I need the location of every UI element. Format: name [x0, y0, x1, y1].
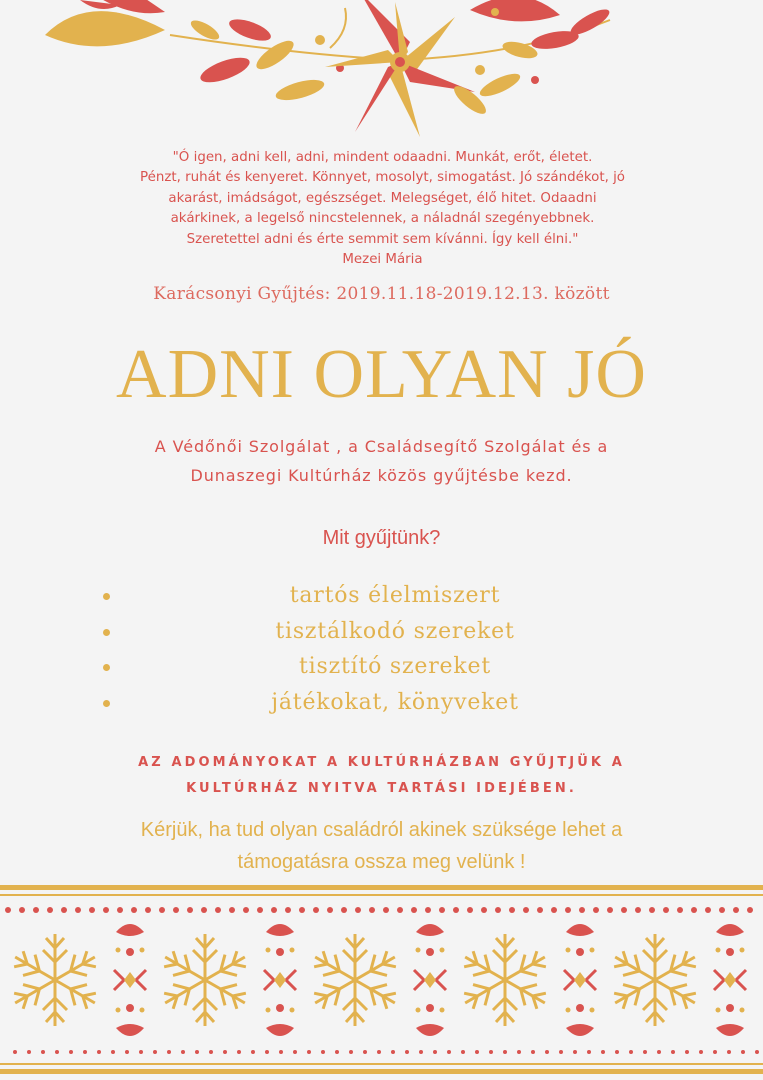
border-dot [607, 907, 613, 913]
border-dot [587, 1050, 591, 1054]
border-dot [111, 1050, 115, 1054]
folk-border-decoration [0, 880, 763, 1080]
border-dot [657, 1050, 661, 1054]
bullet-icon [103, 664, 110, 671]
intro-text [80, 432, 683, 490]
quote-line: akarást, imádságot, egészséget. Melegséget, élő hitet. Odaadni [168, 190, 597, 206]
border-dot [41, 1050, 45, 1054]
border-dot [671, 1050, 675, 1054]
page-title: ADNI OLYAN JÓ [116, 336, 647, 413]
border-dot [663, 907, 669, 913]
border-dot [495, 907, 501, 913]
poinsettia-icon [325, 0, 475, 137]
border-dot [103, 907, 109, 913]
floral-header-decoration [0, 0, 763, 150]
border-dot [55, 1050, 59, 1054]
border-dot [131, 907, 137, 913]
request-text [40, 814, 723, 878]
border-dot [397, 907, 403, 913]
border-dot [257, 907, 263, 913]
notice-line: AZ ADOMÁNYOKAT A KULTÚRHÁZBAN GYŰJTJÜK A [138, 755, 625, 770]
border-dot [313, 907, 319, 913]
border-dot [195, 1050, 199, 1054]
donation-items-list [95, 578, 695, 720]
border-dot [335, 1050, 339, 1054]
list-item-label: tisztálkodó szereket [275, 618, 515, 644]
border-dot [719, 907, 725, 913]
list-item [95, 685, 695, 721]
border-dot [187, 907, 193, 913]
border-dot [307, 1050, 311, 1054]
border-dot [593, 907, 599, 913]
border-dot [237, 1050, 241, 1054]
quote-block [110, 148, 655, 270]
border-dot [285, 907, 291, 913]
bullet-icon [103, 593, 110, 600]
notice-line: KULTÚRHÁZ NYITVA TARTÁSI IDEJÉBEN. [186, 781, 577, 796]
border-dot [677, 907, 683, 913]
border-dot [551, 907, 557, 913]
border-dot [181, 1050, 185, 1054]
border-dot [447, 1050, 451, 1054]
list-item-label: játékokat, könyveket [271, 689, 519, 715]
border-dot [243, 907, 249, 913]
border-dot [61, 907, 67, 913]
border-dot [19, 907, 25, 913]
border-dot [523, 907, 529, 913]
border-dot [545, 1050, 549, 1054]
border-dot [433, 1050, 437, 1054]
border-dot [251, 1050, 255, 1054]
border-dot [405, 1050, 409, 1054]
border-dot [27, 1050, 31, 1054]
collection-dates: Karácsonyi Gyűjtés: 2019.11.18-2019.12.13. között [153, 284, 610, 304]
snowflake-icon [759, 934, 763, 1026]
border-dot [705, 907, 711, 913]
border-dot [229, 907, 235, 913]
border-dot [209, 1050, 213, 1054]
snowflake-icon [159, 934, 251, 1026]
border-dot [467, 907, 473, 913]
border-dot [747, 907, 753, 913]
border-dot [727, 1050, 731, 1054]
border-dot [223, 1050, 227, 1054]
border-dot [509, 907, 515, 913]
border-dot [321, 1050, 325, 1054]
border-dot [5, 907, 11, 913]
border-dot [741, 1050, 745, 1054]
border-dot [419, 1050, 423, 1054]
border-dot [139, 1050, 143, 1054]
border-dot [629, 1050, 633, 1054]
border-dot [537, 907, 543, 913]
bullet-icon [103, 629, 110, 636]
border-dot [13, 1050, 17, 1054]
border-dot [69, 1050, 73, 1054]
border-dot [439, 907, 445, 913]
request-line: Kérjük, ha tud olyan családról akinek szüksége lehet a [140, 819, 623, 841]
border-dot [531, 1050, 535, 1054]
folk-ornament-icon [564, 924, 596, 1036]
border-dot [153, 1050, 157, 1054]
border-dot [341, 907, 347, 913]
border-dot [685, 1050, 689, 1054]
border-dot [265, 1050, 269, 1054]
quote-line: Szeretettel adni és érte semmit sem kívánni. Így kell élni." [186, 231, 579, 247]
border-dot [47, 907, 53, 913]
border-dot [475, 1050, 479, 1054]
border-dot [355, 907, 361, 913]
border-dot [377, 1050, 381, 1054]
border-dot [75, 907, 81, 913]
intro-line: A Védőnői Szolgálat , a Családsegítő Szolgálat és a [154, 437, 609, 456]
border-dot [97, 1050, 101, 1054]
border-dot [635, 907, 641, 913]
border-dot [145, 907, 151, 913]
folk-ornament-icon [414, 924, 446, 1036]
snowflake-icon [459, 934, 551, 1026]
list-item-label: tartós élelmiszert [289, 583, 501, 608]
border-dot [383, 907, 389, 913]
border-dot [117, 907, 123, 913]
snowflake-icon [9, 934, 101, 1026]
border-dot [559, 1050, 563, 1054]
border-dot [503, 1050, 507, 1054]
quote-author: Mezei Mária [342, 252, 423, 268]
border-dot [699, 1050, 703, 1054]
border-dot [411, 907, 417, 913]
border-dot [691, 907, 697, 913]
border-dot [517, 1050, 521, 1054]
border-dot [369, 907, 375, 913]
border-dot [621, 907, 627, 913]
border-dot [573, 1050, 577, 1054]
border-dot [713, 1050, 717, 1054]
list-item [95, 578, 695, 614]
leaf-icon [45, 11, 165, 46]
collection-notice [70, 750, 693, 802]
folk-ornament-icon [114, 924, 146, 1036]
border-dot [461, 1050, 465, 1054]
border-dot [643, 1050, 647, 1054]
border-dot [489, 1050, 493, 1054]
folk-ornament-icon [714, 924, 746, 1036]
border-dot [391, 1050, 395, 1054]
border-dot [481, 907, 487, 913]
border-dot [271, 907, 277, 913]
snowflake-icon [309, 934, 401, 1026]
border-dot [733, 907, 739, 913]
border-dot [215, 907, 221, 913]
border-dot [649, 907, 655, 913]
quote-line: akárkinek, a legelső nincstelennek, a náladnál szegényebbnek. [170, 211, 595, 227]
border-dot [755, 1050, 759, 1054]
border-dot [299, 907, 305, 913]
border-dot [293, 1050, 297, 1054]
list-item [95, 649, 695, 685]
border-dot [565, 907, 571, 913]
border-dot [125, 1050, 129, 1054]
border-dot [349, 1050, 353, 1054]
border-dot [279, 1050, 283, 1054]
folk-ornament-icon [264, 924, 296, 1036]
border-dot [363, 1050, 367, 1054]
border-dot [83, 1050, 87, 1054]
border-dot [159, 907, 165, 913]
border-dot [173, 907, 179, 913]
border-dot [453, 907, 459, 913]
border-dot [425, 907, 431, 913]
border-dot [615, 1050, 619, 1054]
request-line: támogatásra ossza meg velünk ! [237, 851, 526, 873]
list-item [95, 614, 695, 650]
border-dot [201, 907, 207, 913]
border-dot [601, 1050, 605, 1054]
intro-line: Dunaszegi Kultúrház közös gyűjtésbe kezd. [190, 466, 573, 485]
bullet-icon [103, 700, 110, 707]
quote-line: "Ó igen, adni kell, adni, mindent odaadni. Munkát, erőt, életet. [172, 150, 593, 165]
question-heading: Mit gyűjtünk? [322, 527, 441, 549]
list-item-label: tisztító szereket [299, 654, 491, 679]
snowflake-icon [609, 934, 701, 1026]
border-dot [327, 907, 333, 913]
border-dot [33, 907, 39, 913]
border-dot [579, 907, 585, 913]
border-dot [167, 1050, 171, 1054]
quote-line: Pénzt, ruhát és kenyeret. Könnyet, mosolyt, simogatást. Jó szándékot, jó [140, 170, 625, 186]
border-dot [89, 907, 95, 913]
